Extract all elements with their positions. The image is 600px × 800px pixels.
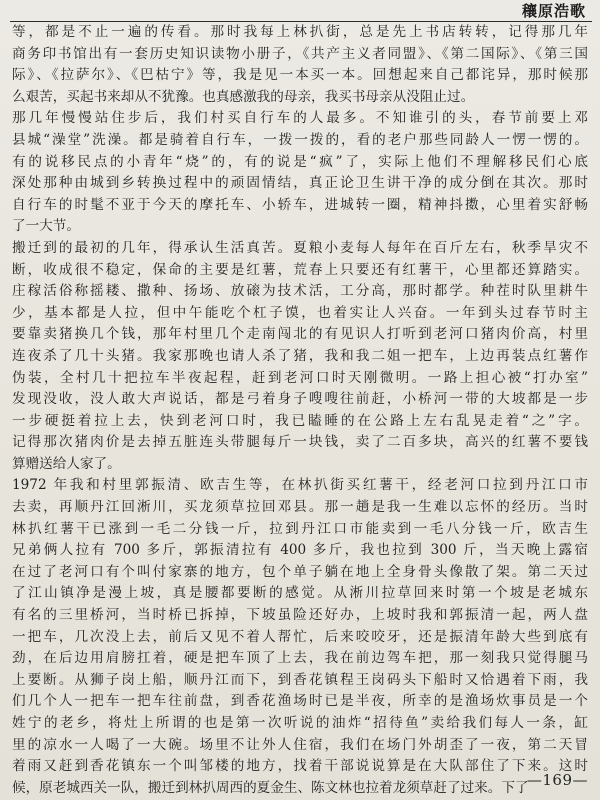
text-line: 一步硬挺着拉上去，快到老河口时，我已瞌睡的在公路上左右乱晃走着“之”字。: [12, 412, 588, 429]
text-line: 算赠送给人家了。: [12, 455, 121, 472]
running-header: [0, 0, 600, 22]
text-line: 发现没收，没人敢大声说话，都是弓着身子嗖嗖往前赶，小桥河一带的大坡都是一步: [12, 391, 588, 408]
paragraph: [12, 108, 588, 238]
text-line: 搬迁到的最初的几年，得承认生活真苦。夏粮小麦每人每年在百斤左右，秋季旱灾不: [12, 239, 588, 256]
text-line: 一把车，几次没上去，前后又见不着人帮忙，后来咬咬牙，还是振清年龄大些到底有: [12, 628, 588, 645]
text-line: 庄稼活俗称摇耧、撒种、扬场、放磙为技术活，工分高，那时都学。种茬时队里耕牛: [12, 283, 588, 300]
text-line: 么艰苦，买起书来却从不犹豫。也真感激我的母亲，我买书母亲从没阻止过。: [12, 88, 475, 105]
text-line: 际》、《拉萨尔》、《巴枯宁》等，我是见一本买一本。回想起来自己都诧异，那时候那: [12, 67, 588, 84]
text-line: 1972 年我和村里郭振清、欧吉生等，在林扒街买红薯干，经老河口拉到丹江口市: [12, 477, 588, 494]
paragraph: [12, 22, 588, 108]
text-line: 记得那次猪肉价是去掉五脏连头带腿每斤一块钱，卖了二百多块，高兴的红薯不要钱: [12, 434, 588, 451]
text-line: 那几年慢慢站住步后，我们村买自行车的人最多。不知谁引的头，春节前要上邓: [12, 110, 588, 127]
text-line: 少，基本都是人拉，但中午能吃个杠子馍，也着实让人兴奋。一年到头过春节时主: [12, 304, 588, 321]
text-line: 去卖，再顺丹江回淅川，买龙须草拉回邓县。那一趟是我一生难以忘怀的经历。当时: [12, 499, 588, 516]
text-line: 里的凉水一人喝了一大碗。场里不让外人住宿，我们在场门外胡歪了一夜，第二天冒: [12, 736, 588, 753]
text-line: 候，原老城西关一队，搬迁到林扒周西的夏金生、陈文林也拉着龙须草赶了过来。下了: [12, 779, 529, 796]
page-number: —169—: [526, 771, 588, 789]
text-line: 姓宁的老乡，将灶上所谓的也是第一次听说的油炸“招待鱼”卖给我们每人一条，缸: [12, 715, 588, 731]
text-line: 们几个人一把车一把车往前盘，到香花渔场时已是半夜，所幸的是渔场炊事员是一个: [12, 693, 588, 710]
text-line: 上要断。从狮子岗上船，顺丹江而下，到香花镇程王岗码头下船时又恰遇着下雨，我: [12, 671, 588, 688]
paragraph: [12, 238, 588, 476]
text-line: 伪装，全村几十把拉车半夜起程，赶到老河口时天刚微明。一路上担心被“打办室”: [12, 369, 588, 386]
text-line: 在过了老河口有个叫付家寨的地方，包个单子躺在地上全身骨头像散了架。第二天过: [12, 563, 588, 580]
text-line: 劲，在后边用肩膀扛着，硬是把车顶了上去，我在前边驾车把，那一刻我只觉得腿马: [12, 650, 588, 667]
book-title: 穰原浩歌: [521, 2, 586, 20]
text-line: 有的说移民点的小青年“烧”的，有的说是“疯”了，实际上他们不理解移民们心底: [12, 153, 588, 170]
text-line: 县城“澡堂”洗澡。都是骑着自行车，一拨一拨的，看的老户那些同龄人一愣一愣的。: [12, 131, 588, 148]
text-line: 商务印书馆出有一套历史知识读物小册子，《共产主义者同盟》、《第二国际》、《第三国: [12, 45, 588, 62]
text-line: 连夜杀了几十头猪。我家那晚也请人杀了猪，我和我二姐一把车，上边再装点红薯作: [12, 347, 588, 364]
text-line: 自行车的时髦不亚于今天的摩托车、小轿车，进城转一圈，精神抖擞，心里着实舒畅: [12, 196, 588, 213]
body-text: [12, 22, 588, 799]
text-line: 要靠卖猪换几个钱，那年村里几个走南闯北的有见识人打听到老河口猪肉价高，村里: [12, 326, 588, 343]
text-line: 林扒红薯干已涨到一毛二分钱一斤，拉到丹江口市能卖到一毛八分钱一斤，欧吉生: [12, 520, 588, 537]
text-line: 有名的三里桥河，当时桥已拆掉，下坡虽险还好办，上坡时我和郭振清一起，两人盘: [12, 607, 588, 624]
text-line: 深处那种由城到乡转换过程中的顽固情结，真正论卫生讲干净的成分倒在其次。那时: [12, 175, 588, 192]
text-line: 了江山镇净是漫上坡，真是腰都要断的感觉。从淅川拉草回来时第一个坡是老城东: [12, 585, 588, 602]
paragraph: [12, 475, 588, 799]
text-line: 断，收成很不稳定，保命的主要是红薯，荒春上只要还有红薯干，心里都还算踏实。: [12, 261, 588, 278]
text-line: 等，都是不止一遍的传看。那时我每上林扒街，总是先上书店转转，记得那几年: [12, 24, 588, 40]
text-line: 着雨又赶到香花镇东一个叫邹楼的地方，找着干部说说算是在大队部住了下来。这时: [12, 758, 588, 775]
text-line: 兄弟俩人拉有 700 多斤，郭振清拉有 400 多斤，我也拉到 300 斤，当天晚上露宿: [12, 542, 588, 559]
text-line: 了一大节。: [12, 218, 80, 235]
